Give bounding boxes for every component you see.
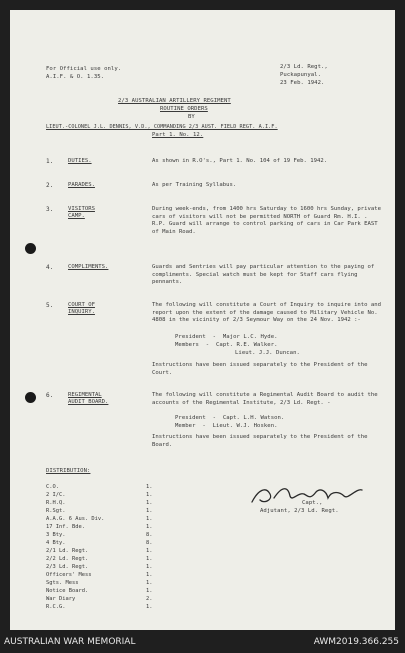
date-line: 23 Feb. 1942. (280, 80, 325, 86)
distribution-row: 17 Inf. Bde. 1. (46, 524, 153, 530)
title-part: Part 1. No. 12. (152, 132, 204, 138)
item-text: As per Training Syllabus. (152, 182, 237, 188)
punch-hole (25, 392, 36, 403)
item-text: The following will constitute a Court of Inquiry to inquire into and report upon the extent of the damage caused to Military Vehicle No. 4808 in the vicinity of 2/3 Seymour Way on the 24 Nov. 1942 :- (152, 302, 382, 324)
item-number: 4. (46, 264, 54, 271)
classification-line: For Official use only. (46, 66, 122, 72)
distribution-row: R.Sgt. 1. (46, 508, 153, 514)
court-note: Instructions have been issued separately to the President of the Court. (152, 362, 368, 376)
item-number: 2. (46, 182, 54, 189)
document-page (10, 10, 395, 630)
title-regiment: 2/3 AUSTRALIAN ARTILLERY REGIMENT (118, 98, 231, 104)
item-heading: VISITORS CAMP. (68, 206, 95, 219)
archive-reference: AWM2019.366.255 (313, 637, 399, 647)
archive-footer (0, 630, 405, 653)
item-number: 1. (46, 158, 54, 165)
distribution-title: DISTRIBUTION: (46, 468, 91, 474)
distribution-row: R.H.Q. 1. (46, 500, 153, 506)
court-president: President - Major L.C. Hyde. (175, 334, 278, 340)
court-member-2: Lieut. J.J. Duncan. (235, 350, 300, 356)
item-heading: REGIMENTAL AUDIT BOARD. (68, 392, 109, 405)
item-heading: DUTIES. (68, 158, 92, 164)
item-heading: COURT OF INQUIRY. (68, 302, 95, 315)
distribution-row: 2/2 Ld. Regt. 1. (46, 556, 153, 562)
distribution-row: 4 Bty. 8. (46, 540, 153, 546)
distribution-row: R.C.G. 1. (46, 604, 153, 610)
punch-hole (25, 243, 36, 254)
distribution-row: C.O. 1. (46, 484, 153, 490)
reference-line: A.I.F. & O. 1.35. (46, 74, 105, 80)
location-line: Puckapunyal. (280, 72, 322, 78)
distribution-row: War Diary 2. (46, 596, 153, 602)
item-heading: PARADES. (68, 182, 95, 188)
distribution-row: Notice Board. 1. (46, 588, 153, 594)
item-text: The following will constitute a Regimental Audit Board to audit the accounts of the Regimental Institute, 2/3 Ld. Regt. - (152, 392, 378, 406)
archive-name: AUSTRALIAN WAR MEMORIAL (4, 637, 136, 647)
title-by: BY (188, 114, 195, 120)
title-orders: ROUTINE ORDERS (160, 106, 208, 112)
board-member: Member - Lieut. W.J. Hosken. (175, 423, 278, 429)
signature-rank: Capt., (302, 500, 323, 506)
board-president: President - Capt. L.H. Watson. (175, 415, 285, 421)
item-number: 3. (46, 206, 54, 213)
distribution-row: Officers' Mess 1. (46, 572, 153, 578)
distribution-row: Sgts. Mess 1. (46, 580, 153, 586)
title-commander: LIEUT.-COLONEL J.L. DENNIS, V.D., COMMANDING 2/3 AUST. FIELD REGT. A.I.F. (46, 124, 278, 130)
unit-line: 2/3 Ld. Regt., (280, 64, 328, 70)
distribution-row: 2/3 Ld. Regt. 1. (46, 564, 153, 570)
item-number: 5. (46, 302, 54, 309)
item-text: As shown in R.O's., Part 1. No. 104 of 19 Feb. 1942. (152, 158, 328, 164)
item-number: 6. (46, 392, 54, 399)
distribution-row: 3 Bty. 8. (46, 532, 153, 538)
court-members: Members - Capt. R.E. Walker. (175, 342, 278, 348)
distribution-row: 2 I/C. 1. (46, 492, 153, 498)
item-text: Guards and Sentries will pay particular attention to the paying of compliments. Special watch must be kept for Staff cars flying pennants. (152, 264, 375, 286)
signature-role: Adjutant, 2/3 Ld. Regt. (260, 508, 339, 514)
distribution-row: A.A.G. 6 Aus. Div. 1. (46, 516, 153, 522)
board-note: Instructions have been issued separately to the President of the Board. (152, 434, 368, 448)
item-text: During week-ends, from 1400 hrs Saturday to 1600 hrs Sunday, private cars of visitors will not be permitted NORTH of Guard Rm. H.I. . R.P. Guard will arrange to control parking of cars in Car Park EAST of Main Road. (152, 206, 382, 235)
item-heading: COMPLIMENTS. (68, 264, 109, 270)
distribution-row: 2/1 Ld. Regt. 1. (46, 548, 153, 554)
